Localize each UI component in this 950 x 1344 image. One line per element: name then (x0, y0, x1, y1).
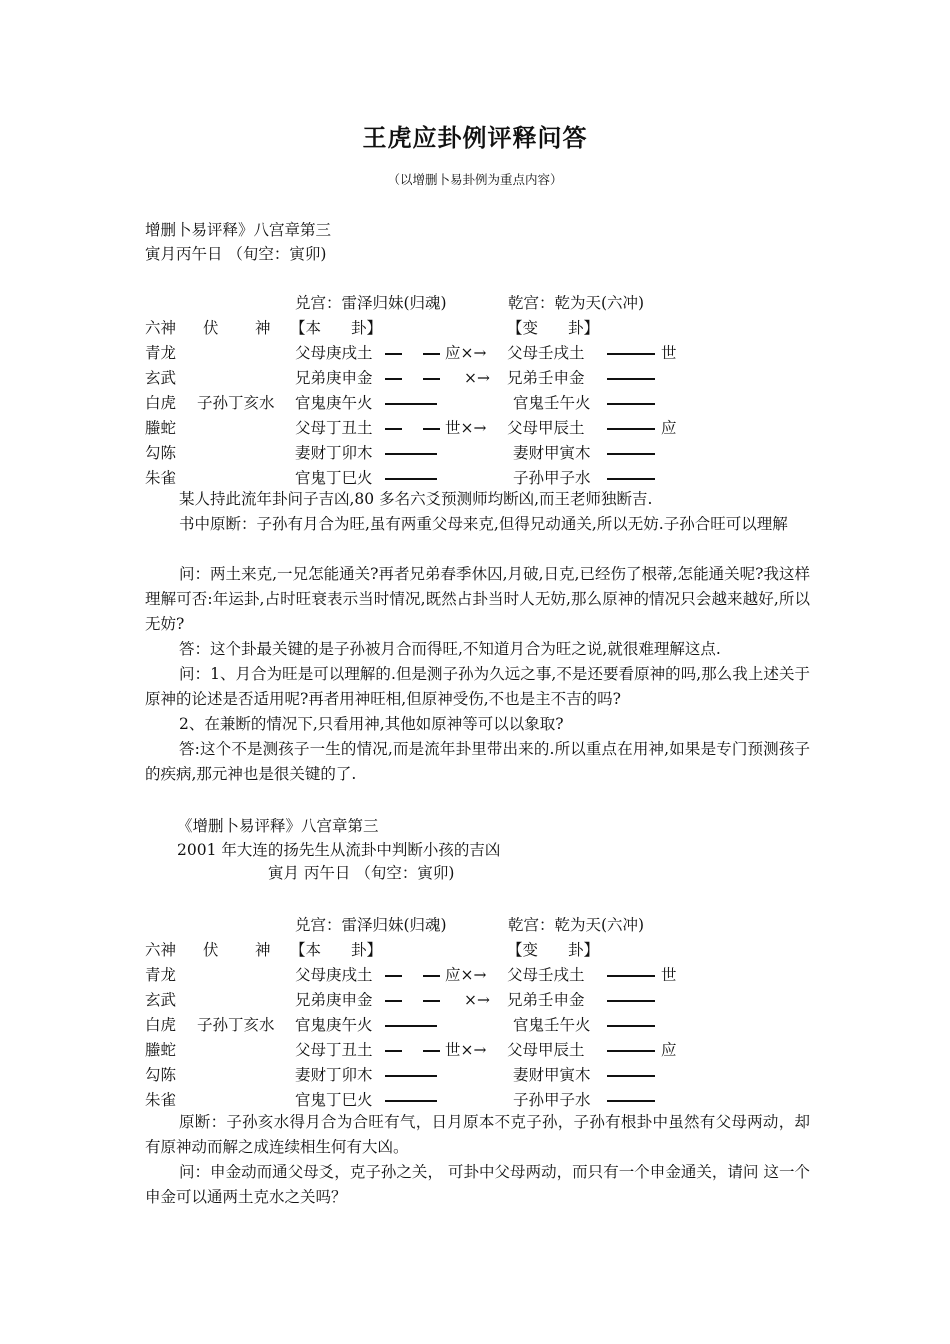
row-bian-line: 兄弟壬申金 (507, 991, 585, 1009)
row-ben-line: 父母丁丑土 (295, 1041, 373, 1059)
column-ben-end: 卦】 (351, 319, 383, 337)
column-ben: 【本 (290, 319, 322, 337)
yin-line-right (423, 378, 440, 380)
paragraph: 问：两土来克,一兄怎能通关?再者兄弟春季休囚,月破,日克,已经伤了根蒂,怎能通关呢?我这样理解可否:年运卦,占时旺衰表示当时情况,既然占卦当时人无妨,那么原神的情况只会越来越好,所以无妨? (145, 565, 810, 633)
section1-heading: 增删卜易评释》八宫章第三 (145, 221, 332, 239)
row-liushen: 朱雀 (145, 1091, 177, 1109)
yin-line-left (385, 428, 402, 430)
yin-line-right (423, 353, 440, 355)
row-bian-line: 父母甲辰土 (507, 1041, 585, 1059)
row-bian-line: 子孙甲子水 (513, 469, 591, 487)
column-fu: 伏 (203, 941, 219, 959)
row-ben-line: 官鬼丁巳火 (295, 1091, 373, 1109)
moving-line-mark: ×→ (464, 991, 490, 1009)
paragraph: 2、在兼断的情况下,只看用神,其他如原神等可以以象取? (179, 715, 564, 733)
bian-mark: 世 (661, 966, 677, 984)
yin-line-right (423, 1000, 440, 1002)
paragraph: 某人持此流年卦问子吉凶,80 多名六爻预测师均断凶,而王老师独断吉. (179, 490, 653, 508)
yin-line-left (385, 975, 402, 977)
row-bian-line: 父母壬戌土 (507, 344, 585, 362)
bian-yang-line (607, 453, 655, 455)
row-ben-line: 妻财丁卯木 (295, 1066, 373, 1084)
hexagram-table-1 (145, 293, 845, 493)
bian-yang-line (607, 353, 655, 355)
yang-line (385, 453, 437, 455)
page-title: 王虎应卦例评释问答 (362, 123, 588, 152)
column-bian-end: 卦】 (568, 941, 600, 959)
section1-date-line: 寅月丙午日 （旬空：寅卯) (145, 245, 327, 263)
bian-yang-line (607, 1100, 655, 1102)
row-hidden-spirit: 子孙丁亥水 (197, 1016, 275, 1034)
yin-line-left (385, 353, 402, 355)
paragraph: 问：1、月合为旺是可以理解的.但是测子孙为久远之事,不是还要看原神的吗,那么我上述关于原神的论述是否适用呢?再者用神旺相,但原神受伤,不也是主不吉的吗? (145, 665, 810, 708)
row-liushen: 朱雀 (145, 469, 177, 487)
palace-left-label: 兑宫：雷泽归妹(归魂) (295, 294, 447, 312)
bian-yang-line (607, 1075, 655, 1077)
moving-line-mark: 应×→ (445, 344, 487, 362)
moving-line-mark: 应×→ (445, 966, 487, 984)
yang-line (385, 403, 437, 405)
column-shen: 神 (255, 319, 271, 337)
row-ben-line: 父母庚戌土 (295, 966, 373, 984)
row-ben-line: 兄弟庚申金 (295, 369, 373, 387)
column-bian: 【变 (507, 319, 539, 337)
moving-line-mark: 世×→ (445, 1041, 487, 1059)
row-hidden-spirit: 子孙丁亥水 (197, 394, 275, 412)
column-ben-end: 卦】 (351, 941, 383, 959)
bian-mark: 世 (661, 344, 677, 362)
moving-line-mark: ×→ (464, 369, 490, 387)
row-liushen: 白虎 (145, 394, 177, 412)
row-liushen: 青龙 (145, 966, 177, 984)
column-shen: 神 (255, 941, 271, 959)
bian-yang-line (607, 478, 655, 480)
column-fu: 伏 (203, 319, 219, 337)
yin-line-right (423, 1050, 440, 1052)
row-bian-line: 子孙甲子水 (513, 1091, 591, 1109)
bian-yang-line (607, 1025, 655, 1027)
column-liushen: 六神 (145, 941, 177, 959)
bian-yang-line (607, 975, 655, 977)
bian-yang-line (607, 428, 655, 430)
bian-yang-line (607, 1000, 655, 1002)
paragraph: 原断：子孙亥水得月合为合旺有气，日月原本不克子孙，子孙有根卦中虽然有父母两动，却有原神动而解之成连续相生何有大凶。 (145, 1113, 810, 1156)
palace-left-label: 兑宫：雷泽归妹(归魂) (295, 916, 447, 934)
row-liushen: 螣蛇 (145, 419, 177, 437)
column-ben: 【本 (290, 941, 322, 959)
row-ben-line: 兄弟庚申金 (295, 991, 373, 1009)
row-liushen: 勾陈 (145, 1066, 177, 1084)
row-bian-line: 兄弟壬申金 (507, 369, 585, 387)
yang-line (385, 478, 437, 480)
row-liushen: 螣蛇 (145, 1041, 177, 1059)
yin-line-left (385, 1050, 402, 1052)
moving-line-mark: 世×→ (445, 419, 487, 437)
row-bian-line: 父母壬戌土 (507, 966, 585, 984)
paragraph: 书中原断：子孙有月合为旺,虽有两重父母来克,但得兄动通关,所以无妨.子孙合旺可以理解 (179, 515, 788, 533)
yang-line (385, 1025, 437, 1027)
column-bian-end: 卦】 (568, 319, 600, 337)
bian-yang-line (607, 378, 655, 380)
palace-right-label: 乾宫：乾为天(六冲) (508, 916, 645, 934)
bian-yang-line (607, 1050, 655, 1052)
row-liushen: 玄武 (145, 369, 177, 387)
row-bian-line: 官鬼壬午火 (513, 394, 591, 412)
palace-right-label: 乾宫：乾为天(六冲) (508, 294, 645, 312)
yin-line-left (385, 378, 402, 380)
bian-yang-line (607, 403, 655, 405)
row-ben-line: 妻财丁卯木 (295, 444, 373, 462)
row-liushen: 青龙 (145, 344, 177, 362)
bian-mark: 应 (661, 419, 677, 437)
row-bian-line: 妻财甲寅木 (513, 444, 591, 462)
row-bian-line: 官鬼壬午火 (513, 1016, 591, 1034)
yin-line-right (423, 975, 440, 977)
row-liushen: 勾陈 (145, 444, 177, 462)
paragraph: 答：这个卦最关键的是子孙被月合而得旺,不知道月合为旺之说,就很难理解这点. (179, 640, 721, 658)
yang-line (385, 1100, 437, 1102)
column-liushen: 六神 (145, 319, 177, 337)
row-liushen: 白虎 (145, 1016, 177, 1034)
column-bian: 【变 (507, 941, 539, 959)
row-ben-line: 父母丁丑土 (295, 419, 373, 437)
yin-line-left (385, 1000, 402, 1002)
yang-line (385, 1075, 437, 1077)
paragraph: 问：申金动而通父母爻，克子孙之关， 可卦中父母两动，而只有一个申金通关，请问 这一个申金可以通两土克水之关吗？ (145, 1163, 810, 1206)
row-bian-line: 妻财甲寅木 (513, 1066, 591, 1084)
yin-line-right (423, 428, 440, 430)
section2-date-line: 寅月 丙午日 （旬空：寅卯) (268, 864, 455, 882)
section2-heading: 《增删卜易评释》八宫章第三 (177, 817, 379, 835)
row-liushen: 玄武 (145, 991, 177, 1009)
page-subtitle: （以增删卜易卦例为重点内容） (387, 172, 563, 187)
section2-story: 2001 年大连的扬先生从流卦中判断小孩的吉凶 (177, 841, 501, 859)
row-ben-line: 官鬼庚午火 (295, 1016, 373, 1034)
hexagram-table-2 (145, 915, 845, 1115)
row-ben-line: 官鬼丁巳火 (295, 469, 373, 487)
paragraph: 答:这个不是测孩子一生的情况,而是流年卦里带出来的.所以重点在用神,如果是专门预测孩子的疾病,那元神也是很关键的了. (145, 740, 810, 783)
row-bian-line: 父母甲辰土 (507, 419, 585, 437)
row-ben-line: 官鬼庚午火 (295, 394, 373, 412)
bian-mark: 应 (661, 1041, 677, 1059)
row-ben-line: 父母庚戌土 (295, 344, 373, 362)
